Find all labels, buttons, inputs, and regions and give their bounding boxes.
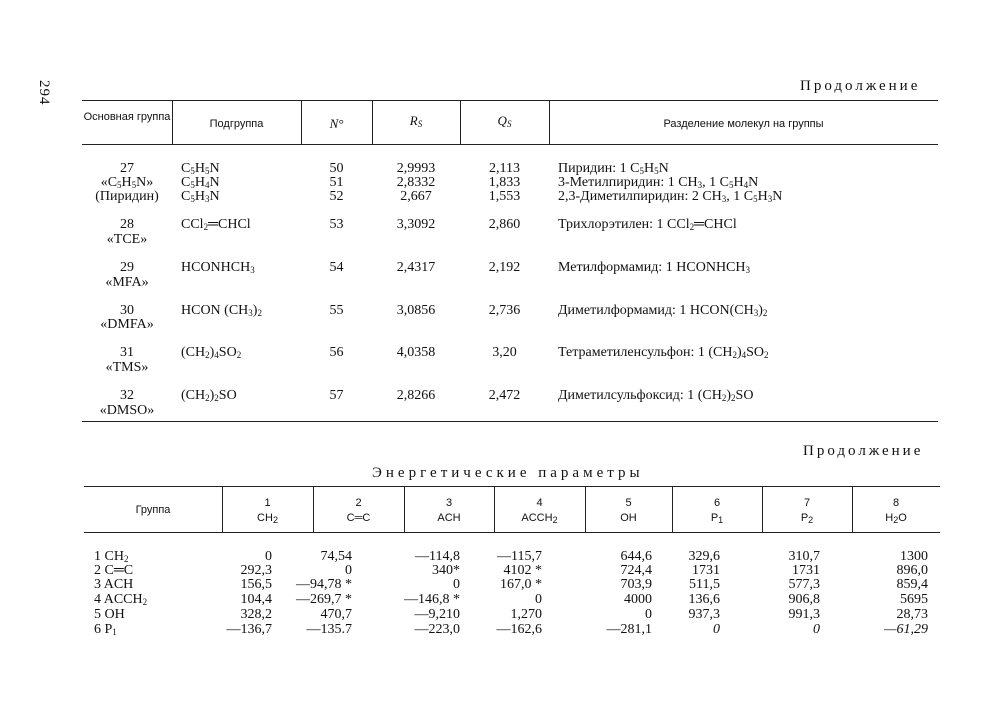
cell-value: 0 bbox=[535, 592, 542, 607]
cell-value: 991,3 bbox=[788, 607, 820, 622]
cell-value: 859,4 bbox=[896, 577, 928, 592]
cell-main-group: «DMSO» bbox=[99, 403, 155, 418]
cell-value: 1731 bbox=[692, 563, 720, 578]
cell-rs: 2,9993 bbox=[396, 161, 436, 176]
row-label: 1 $CH_2$ bbox=[94, 549, 129, 564]
cell-separation: Метилформамид: 1 $HCONHCH_3$ bbox=[558, 260, 751, 275]
row-label: 3 ACH bbox=[94, 577, 134, 592]
cell-value: 906,8 bbox=[788, 592, 820, 607]
cell-value: 937,3 bbox=[688, 607, 720, 622]
cell-value: 4102 * bbox=[503, 563, 542, 578]
cell-value: 136,6 bbox=[688, 592, 720, 607]
cell-number: 53 bbox=[329, 217, 344, 232]
cell-value: —269,7 * bbox=[296, 592, 352, 607]
cell-value: 74,54 bbox=[320, 549, 352, 564]
header-col-number: 1 bbox=[264, 497, 271, 509]
cell-main-group: 31 bbox=[120, 345, 134, 360]
header-col-number: 6 bbox=[713, 497, 721, 509]
cell-value: —136,7 bbox=[226, 622, 272, 637]
cell-rs: 2,4317 bbox=[396, 260, 436, 275]
cell-separation: Тетраметиленсульфон: 1 $(CH_2)_4SO_2$ bbox=[558, 345, 769, 360]
row-label: 5 OH bbox=[94, 607, 125, 622]
cell-rs: 3,3092 bbox=[396, 217, 436, 232]
cell-value: 644,6 bbox=[620, 549, 652, 564]
cell-subgroup: HCON $(CH_3)_2$ bbox=[181, 303, 262, 318]
cell-subgroup: $(CH_2)_4SO_2$ bbox=[181, 345, 242, 360]
cell-qs: 2,860 bbox=[488, 217, 521, 232]
cell-separation: Диметилсульфоксид: 1 $(CH_2)_2SO$ bbox=[558, 388, 754, 403]
header-subgroup: Подгруппа bbox=[209, 118, 264, 130]
cell-qs: 2,113 bbox=[489, 161, 520, 176]
cell-value: —94,78 * bbox=[296, 577, 352, 592]
cell-value: 1300 bbox=[900, 549, 928, 564]
cell-value: 340* bbox=[432, 563, 460, 578]
cell-number: 50 bbox=[329, 161, 344, 176]
cell-value: 896,0 bbox=[896, 563, 928, 578]
table2-title: Энергетические параметры bbox=[372, 465, 644, 481]
continuation-label-1: Продолжение bbox=[800, 78, 921, 94]
cell-main-group: 28 bbox=[120, 217, 134, 232]
cell-value: —115,7 bbox=[497, 549, 542, 564]
cell-value: 0 bbox=[265, 549, 272, 564]
cell-separation: Трихлорэтилен: 1 CCl$_2$═CHCl bbox=[558, 217, 737, 232]
cell-subgroup: $C_5H_4N$ bbox=[181, 175, 220, 190]
cell-qs: 1,833 bbox=[488, 175, 521, 190]
cell-value: 1,270 bbox=[510, 607, 542, 622]
page-number: 294 bbox=[36, 80, 52, 106]
cell-number: 57 bbox=[329, 388, 344, 403]
header-rs: $R_S$ bbox=[409, 113, 423, 129]
header-separation: Разделение молекул на группы bbox=[663, 118, 824, 130]
cell-qs: 2,736 bbox=[488, 303, 521, 318]
cell-separation: 2,3-Диметилпиридин: 2 $CH_3$, 1 $C_5H_3N$ bbox=[558, 189, 783, 204]
header-qs: $Q_S$ bbox=[497, 113, 512, 129]
cell-value: 156,5 bbox=[240, 577, 272, 592]
cell-value: 724,4 bbox=[620, 563, 652, 578]
cell-value: 28,73 bbox=[896, 607, 928, 622]
cell-rs: 4,0358 bbox=[396, 345, 436, 360]
cell-rs: 2,667 bbox=[400, 189, 432, 204]
cell-rs: 2,8332 bbox=[396, 175, 436, 190]
cell-subgroup: $HCONHCH_3$ bbox=[181, 260, 255, 275]
cell-rs: 2,8266 bbox=[396, 388, 436, 403]
table1-top-rule bbox=[82, 100, 938, 101]
cell-value: 577,3 bbox=[788, 577, 820, 592]
header-col-number: 3 bbox=[445, 497, 453, 509]
cell-main-group: «$C_5H_5N$» bbox=[100, 175, 154, 190]
header-col-name: OH bbox=[620, 512, 637, 524]
cell-value: 4000 bbox=[624, 592, 652, 607]
cell-value: 0 bbox=[645, 607, 652, 622]
cell-separation: Пиридин: 1 $C_5H_5N$ bbox=[558, 161, 669, 176]
cell-value: 329,6 bbox=[688, 549, 720, 564]
cell-main-group: 32 bbox=[120, 388, 134, 403]
header-main-group: Основная группа bbox=[83, 111, 171, 123]
cell-qs: 3,20 bbox=[492, 345, 517, 360]
cell-main-group: «MFA» bbox=[105, 275, 149, 290]
cell-main-group: «DMFA» bbox=[100, 317, 154, 332]
cell-value: 0 bbox=[345, 563, 352, 578]
cell-qs: 1,553 bbox=[488, 189, 521, 204]
cell-main-group: «TMS» bbox=[105, 360, 149, 375]
cell-value: —281,1 bbox=[606, 622, 652, 637]
header-col-number: 8 bbox=[892, 497, 900, 509]
header-col-name: $H_2O$ bbox=[885, 512, 907, 525]
header-number: N° bbox=[329, 116, 344, 131]
cell-qs: 2,192 bbox=[488, 260, 521, 275]
cell-value: —61,29 bbox=[884, 622, 928, 637]
cell-number: 52 bbox=[329, 189, 344, 204]
cell-number: 51 bbox=[329, 175, 344, 190]
cell-number: 56 bbox=[329, 345, 344, 360]
continuation-label-2: Продолжение bbox=[803, 443, 924, 459]
header-col-name: C═C bbox=[346, 512, 371, 524]
header-col-name: $P_2$ bbox=[800, 512, 814, 525]
header-col-number: 7 bbox=[803, 497, 811, 509]
cell-value: 703,9 bbox=[620, 577, 652, 592]
cell-value: 292,3 bbox=[240, 563, 272, 578]
cell-value: 328,2 bbox=[240, 607, 272, 622]
cell-value: 470,7 bbox=[320, 607, 352, 622]
cell-subgroup: $(CH_2)_2SO$ bbox=[181, 388, 237, 403]
table1-header-rule bbox=[82, 144, 938, 145]
row-label: 2 C═C bbox=[94, 563, 134, 578]
header-col-name: ACH bbox=[437, 512, 461, 524]
header-col-number: 2 bbox=[355, 497, 362, 509]
cell-value: 167,0 * bbox=[500, 577, 542, 592]
cell-value: 0 bbox=[813, 622, 820, 637]
header-col-name: $P_1$ bbox=[710, 512, 724, 525]
cell-subgroup: CCl$_2$═CHCl bbox=[181, 217, 251, 232]
cell-qs: 2,472 bbox=[488, 388, 521, 403]
cell-value: 0 bbox=[713, 622, 720, 637]
cell-number: 55 bbox=[329, 303, 344, 318]
table1-bottom-rule bbox=[82, 421, 938, 422]
header-col-number: 4 bbox=[536, 497, 543, 509]
cell-main-group: 27 bbox=[120, 161, 134, 176]
header-group: Группа bbox=[135, 504, 171, 516]
cell-main-group: (Пиридин) bbox=[95, 189, 159, 204]
cell-value: 1731 bbox=[792, 563, 820, 578]
cell-value: 0 bbox=[453, 577, 460, 592]
cell-value: 104,4 bbox=[240, 592, 272, 607]
cell-value: —9,210 bbox=[414, 607, 460, 622]
row-label: 4 $ACCH_2$ bbox=[94, 592, 148, 607]
cell-value: 511,5 bbox=[689, 577, 720, 592]
header-col-number: 5 bbox=[625, 497, 632, 509]
header-col-name: $ACCH_2$ bbox=[521, 512, 558, 525]
cell-subgroup: $C_5H_3N$ bbox=[181, 189, 220, 204]
cell-separation: Диметилформамид: 1 $HCON(CH_3)_2$ bbox=[558, 303, 768, 318]
cell-value: —114,8 bbox=[415, 549, 460, 564]
cell-main-group: 29 bbox=[120, 260, 134, 275]
cell-main-group: «TCE» bbox=[106, 232, 148, 247]
cell-value: —146,8 * bbox=[404, 592, 460, 607]
cell-main-group: 30 bbox=[120, 303, 134, 318]
header-col-name: $CH_2$ bbox=[257, 512, 278, 525]
cell-value: —162,6 bbox=[496, 622, 542, 637]
cell-number: 54 bbox=[329, 260, 344, 275]
cell-subgroup: $C_5H_5N$ bbox=[181, 161, 220, 176]
cell-value: —223,0 bbox=[414, 622, 460, 637]
cell-separation: 3-Метилпиридин: 1 $CH_3$, 1 $C_5H_4N$ bbox=[558, 175, 759, 190]
cell-value: 310,7 bbox=[788, 549, 820, 564]
cell-value: 5695 bbox=[900, 592, 928, 607]
table2-header-rule bbox=[84, 532, 940, 533]
cell-value: —135.7 bbox=[306, 622, 352, 637]
cell-rs: 3,0856 bbox=[396, 303, 436, 318]
table2-top-rule bbox=[84, 486, 940, 487]
row-label: 6 $P_1$ bbox=[94, 622, 117, 637]
